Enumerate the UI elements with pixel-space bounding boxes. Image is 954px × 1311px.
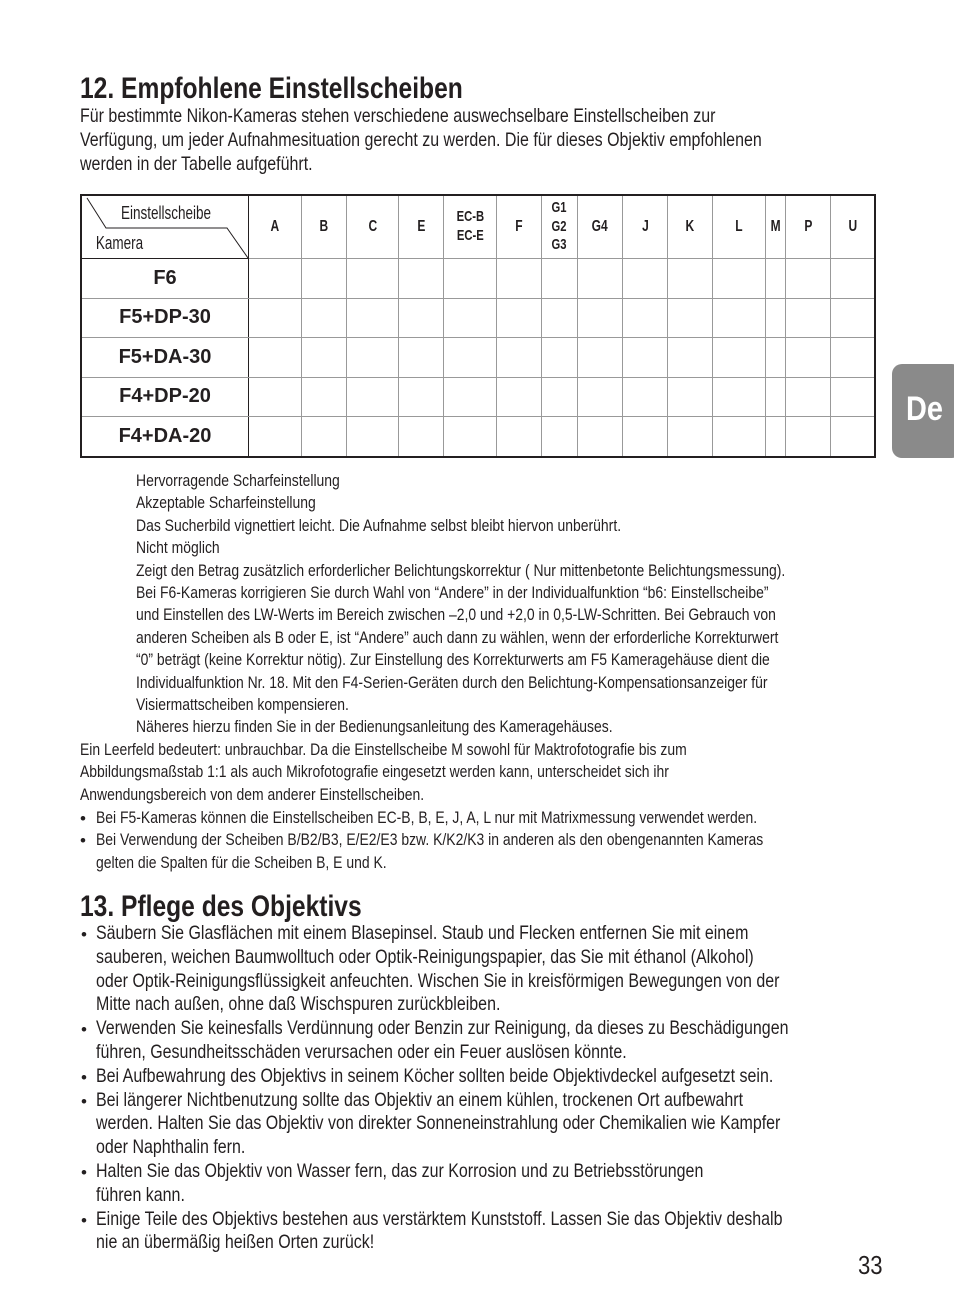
table-cell [766, 377, 786, 417]
camera-cell: F5+DP-30 [81, 298, 249, 338]
table-cell [399, 338, 444, 378]
care-bullet-line: Verwenden Sie keinesfalls Verdünnung oder Benzin zur Reinigung, da dieses zu Beschädigungen [96, 1017, 789, 1040]
table-cell [249, 417, 302, 457]
note-line: Ein Leerfeld bedeutert: unbrauchbar. Da die Einstellscheibe M sowohl für Maktrofotografie bis zum [80, 740, 687, 759]
table-cell [347, 417, 399, 457]
care-bullet-line: führen kann. [96, 1183, 185, 1206]
table-cell [302, 298, 347, 338]
table-cell [249, 259, 302, 299]
table-cell [542, 417, 578, 457]
page-number: 33 [858, 1250, 883, 1280]
column-header: EC-B EC-E [444, 195, 497, 259]
legend-line: und Einstellen des LW-Werts im Bereich zwischen –2,0 und +2,0 in 0,5-LW-Schritten. Bei Gebrauch von [136, 605, 776, 625]
bullet-dot: • [81, 1067, 87, 1087]
care-bullet-line: oder Optik-Reinigungsflüssigkeit anfeuchten. Wischen Sie in kreisförmigen Bewegungen von der [96, 969, 780, 992]
column-header: P [786, 195, 831, 259]
column-header: A [249, 195, 302, 259]
table-cell [713, 298, 766, 338]
care-bullet-line: sauberen, weichen Baumwolltuch oder Optik-Reinigungspapier, das Sie mit éthanol (Alkohol) [96, 945, 754, 968]
table-cell [249, 338, 302, 378]
table-cell [623, 377, 668, 417]
column-header: K [668, 195, 713, 259]
table-cell [831, 377, 876, 417]
column-header: J [623, 195, 668, 259]
focusing-screen-table [80, 194, 876, 458]
table-row [81, 298, 875, 338]
table-cell [578, 377, 623, 417]
camera-cell: F4+DP-20 [81, 377, 249, 417]
table-cell [766, 338, 786, 378]
table-cell [831, 298, 876, 338]
table-cell [444, 377, 497, 417]
table-cell [623, 259, 668, 299]
bullet-line: gelten die Spalten für die Scheiben B, E und K. [96, 852, 387, 872]
bullet-dot: • [80, 831, 86, 851]
table-cell [668, 377, 713, 417]
table-cell [668, 298, 713, 338]
bullet-dot: • [80, 809, 86, 828]
table-cell [347, 338, 399, 378]
table-cell [347, 298, 399, 338]
column-header: G4 [578, 195, 623, 259]
camera-cell: F6 [81, 259, 249, 299]
legend-line: anderen Scheiben als B oder E, ist “Andere” auch dann zu wählen, wenn der erforderliche Korrekturwert [136, 627, 779, 647]
table-cell [444, 338, 497, 378]
table-cell [249, 298, 302, 338]
table-cell [786, 377, 831, 417]
table-cell [786, 259, 831, 299]
note-line: Abbildungsmaßstab 1:1 als auch Mikrofotografie eingesetzt werden kann, unterscheidet sich ihr [80, 762, 669, 782]
camera-cell: F4+DA-20 [81, 417, 249, 457]
table-cell [399, 259, 444, 299]
table-cell [497, 338, 542, 378]
bullet-dot: • [81, 1091, 87, 1111]
section-13-title: 13. Pflege des Objektivs [80, 890, 362, 923]
table-cell [302, 338, 347, 378]
column-header: B [302, 195, 347, 259]
table-cell [542, 338, 578, 378]
table-row [81, 259, 875, 299]
legend-line: Nicht möglich [136, 538, 220, 558]
table-cell [542, 298, 578, 338]
bullet-dot: • [81, 1210, 87, 1230]
legend-line: Visiermattscheiben kompensieren. [136, 695, 349, 714]
care-bullet-line: Bei längerer Nichtbenutzung sollte das Objektiv an einem kühlen, trockenen Ort aufbewahrt [96, 1088, 744, 1111]
corner-bottom-label: Kamera [95, 233, 144, 253]
care-bullet-line: nie an übermäßig heißen Orten zurück! [96, 1231, 375, 1254]
column-header: U [831, 195, 876, 259]
column-header: F [497, 195, 542, 259]
legend-line: Näheres hierzu finden Sie in der Bedienungsanleitung des Kameragehäuses. [136, 717, 613, 737]
column-header: G1 G2 G3 [542, 195, 578, 259]
care-bullet-line: Bei Aufbewahrung des Objektivs in seinem Köcher sollten beide Objektivdeckel aufgesetzt sein. [96, 1064, 774, 1087]
table-cell [786, 338, 831, 378]
table-cell [623, 417, 668, 457]
table-cell [668, 338, 713, 378]
table-cell [786, 298, 831, 338]
bullet-dot: • [81, 925, 87, 944]
column-header: E [399, 195, 444, 259]
table-cell [831, 338, 876, 378]
table-cell [578, 259, 623, 299]
legend-line: Bei F6-Kameras korrigieren Sie durch Wahl von “Andere” in der Individualfunktion “b6: Einstellscheibe” [136, 583, 769, 602]
care-bullet-line: Einige Teile des Objektivs bestehen aus verstärktem Kunststoff. Lassen Sie das Objektiv deshalb [96, 1207, 783, 1230]
bullet-line: Bei Verwendung der Scheiben B/B2/B3, E/E2/E3 bzw. K/K2/K3 in anderen als den obengenannten Kameras [96, 830, 764, 850]
table-row [81, 377, 875, 417]
legend-line: Individualfunktion Nr. 18. Mit den F4-Serien-Geräten durch den Belichtung-Kompensationsanzeiger für [136, 672, 768, 692]
table-cell [399, 417, 444, 457]
table-cell [713, 377, 766, 417]
table-cell [399, 377, 444, 417]
care-bullet-line: oder Naphthalin fern. [96, 1136, 246, 1159]
table-cell [542, 259, 578, 299]
table-cell [766, 298, 786, 338]
table-cell [444, 298, 497, 338]
table-cell [668, 259, 713, 299]
table-cell [399, 298, 444, 338]
table-cell [623, 298, 668, 338]
legend-line: Das Sucherbild vignettiert leicht. Die Aufnahme selbst bleibt hiervon unberührt. [136, 515, 622, 535]
table-cell [578, 338, 623, 378]
legend-line: Hervorragende Scharfeinstellung [136, 471, 340, 490]
section-12-title: 12. Empfohlene Einstellscheiben [80, 72, 463, 105]
table-cell [786, 417, 831, 457]
table-cell [347, 377, 399, 417]
intro-line: werden in der Tabelle aufgeführt. [80, 153, 313, 175]
table-cell [831, 259, 876, 299]
table-cell [766, 259, 786, 299]
table-cell [831, 417, 876, 457]
care-bullet-line: Säubern Sie Glasflächen mit einem Blasepinsel. Staub und Flecken entfernen Sie mit einem [96, 922, 749, 944]
table-cell [713, 417, 766, 457]
bullet-dot: • [81, 1020, 87, 1040]
note-line: Anwendungsbereich von dem anderer Einstellscheiben. [80, 784, 425, 804]
care-bullet-line: Mitte nach außen, ohne daß Wischspuren zurückbleiben. [96, 993, 501, 1016]
table-cell [578, 298, 623, 338]
bullet-dot: • [81, 1163, 87, 1182]
table-corner-header [81, 195, 249, 259]
table-cell [347, 259, 399, 299]
table-cell [497, 417, 542, 457]
table-cell [497, 377, 542, 417]
care-bullet-line: Halten Sie das Objektiv von Wasser fern, das zur Korrosion und zu Betriebsstörungen [96, 1160, 704, 1182]
table-cell [542, 377, 578, 417]
care-bullet-line: führen, Gesundheitsschäden verursachen oder ein Feuer auslösen könnte. [96, 1041, 627, 1063]
table-cell [302, 259, 347, 299]
column-header: M [766, 195, 786, 259]
legend-line: Akzeptable Scharfeinstellung [136, 493, 316, 513]
table-cell [766, 417, 786, 457]
column-header: C [347, 195, 399, 259]
intro-line: Verfügung, um jeder Aufnahmesituation gerecht zu werden. Die für dieses Objektiv empfohlenen [80, 129, 762, 151]
table-row [81, 417, 875, 457]
table-cell [578, 417, 623, 457]
table-cell [249, 377, 302, 417]
table-cell [444, 417, 497, 457]
bullet-line: Bei F5-Kameras können die Einstellscheiben EC-B, B, E, J, A, L nur mit Matrixmessung verwendet werden. [96, 808, 758, 827]
column-header: L [713, 195, 766, 259]
table-cell [713, 338, 766, 378]
care-bullet-line: werden. Halten Sie das Objektiv von direkter Sonneneinstrahlung oder Chemikalien wie Kampfer [96, 1112, 781, 1135]
corner-top-label: Einstellscheibe [121, 203, 212, 223]
table-cell [302, 377, 347, 417]
camera-cell: F5+DA-30 [81, 338, 249, 378]
table-cell [668, 417, 713, 457]
intro-line: Für bestimmte Nikon-Kameras stehen verschiedene auswechselbare Einstellscheiben zur [80, 105, 716, 127]
table-row [81, 338, 875, 378]
table-cell [302, 417, 347, 457]
legend-line: “0” beträgt (keine Korrektur nötig). Zur Einstellung des Korrekturwerts am F5 Kameragehäuse dient die [136, 650, 770, 670]
table-cell [497, 259, 542, 299]
language-tab: De [892, 364, 954, 458]
table-cell [497, 298, 542, 338]
legend-line: Zeigt den Betrag zusätzlich erforderlicher Belichtungskorrektur ( Nur mittenbetonte Belichtungsmessung). [136, 560, 786, 580]
table-cell [713, 259, 766, 299]
table-cell [623, 338, 668, 378]
table-cell [444, 259, 497, 299]
